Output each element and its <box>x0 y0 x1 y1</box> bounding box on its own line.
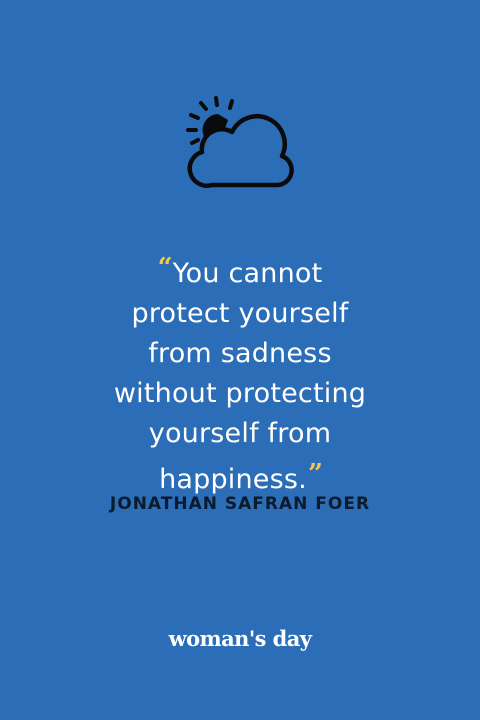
quote-line: without protecting <box>113 378 367 409</box>
quote-line: happiness.” <box>159 459 321 495</box>
open-quote-mark: “ <box>157 253 171 283</box>
partly-cloudy-icon <box>180 90 300 190</box>
quote-line: protect yourself <box>131 298 349 329</box>
brand-logo: woman's day <box>168 626 312 651</box>
quote-line: “You cannot <box>157 253 323 289</box>
quote-line: from sadness <box>148 338 332 369</box>
quote-text <box>40 248 440 500</box>
quote-author: JONATHAN SAFRAN FOER <box>109 494 371 514</box>
close-quote-mark: ” <box>307 459 321 489</box>
quote-line: yourself from <box>148 418 332 449</box>
